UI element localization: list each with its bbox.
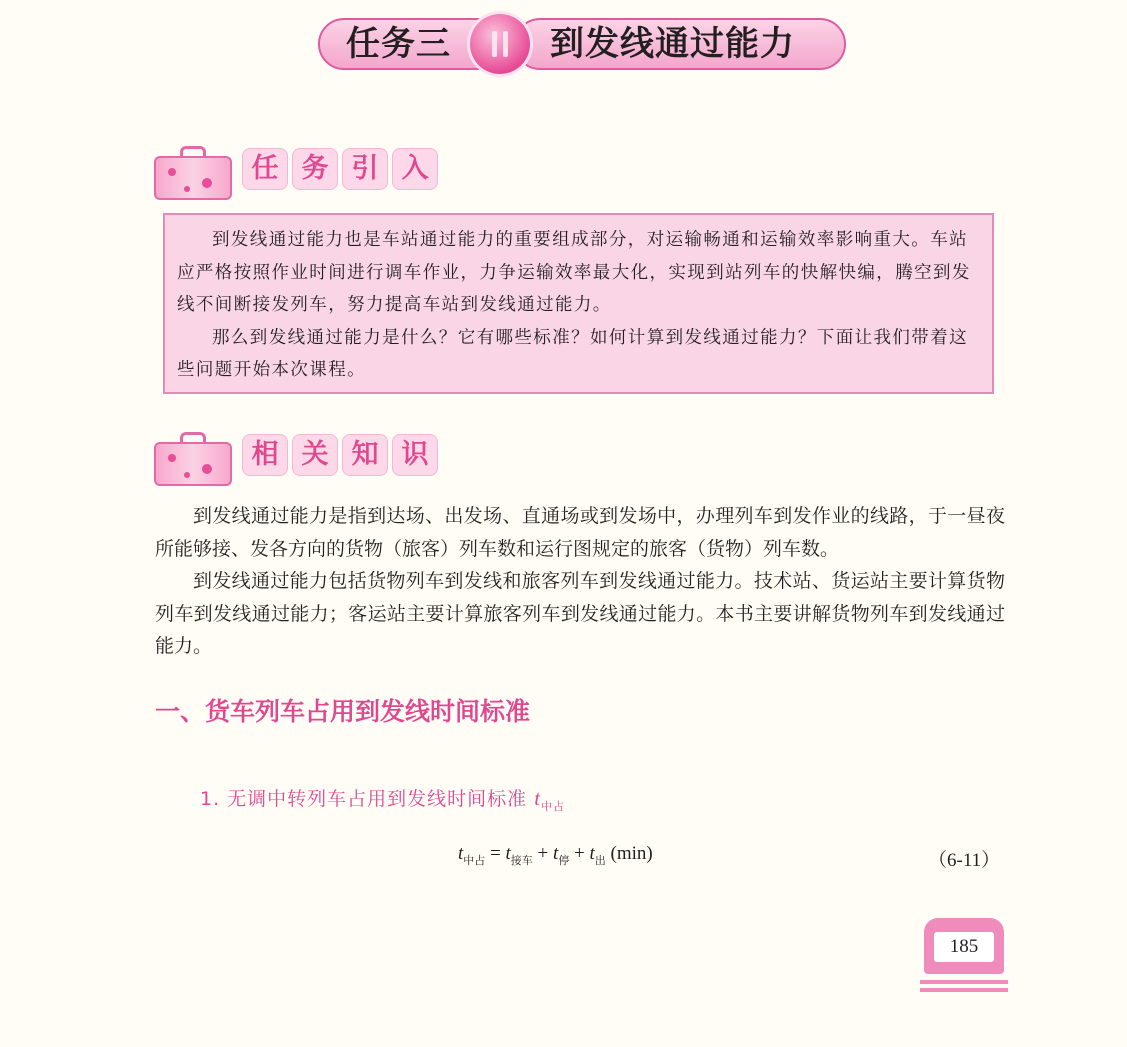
- intro-text-box: [163, 213, 994, 394]
- knowledge-body: [155, 500, 1005, 663]
- suitcase-icon: [154, 432, 232, 486]
- chapter-banner: [318, 14, 846, 74]
- task-title: 到发线通过能力: [550, 24, 795, 64]
- task-label: 任务三: [346, 24, 451, 64]
- equation-number: （6-11）: [928, 850, 1001, 871]
- body-paragraph: 到发线通过能力包括货物列车到发线和旅客列车到发线通过能力。技术站、货运站主要计算货物列车到发线通过能力；客运站主要计算旅客列车到发线通过能力。本书主要讲解货物列车到发线通过能力。: [155, 570, 1005, 657]
- section-title-knowledge: 相 关 知 识: [242, 434, 438, 476]
- heading-level-1: 一、货车列车占用到发线时间标准: [155, 697, 531, 726]
- page-number: 185: [934, 932, 994, 962]
- body-paragraph: 到发线通过能力是指到达场、出发场、直通场或到发场中，办理列车到发作业的线路，于一昼夜所能够接、发各方向的货物（旅客）列车数和运行图规定的旅客（货物）列车数。: [155, 505, 1005, 560]
- formula-6-11: $t_{中占} = t_{接车} + t_停 + t_出$ (min): [458, 843, 653, 867]
- heading-level-2: 1. 无调中转列车占用到发线时间标准 $t_{中占}$: [200, 786, 566, 813]
- suitcase-icon: [154, 146, 232, 200]
- intro-paragraph: 到发线通过能力也是车站通过能力的重要组成部分，对运输畅通和运输效率影响重大。车站应严格按照作业时间进行调车作业，力争运输效率最大化，实现到站列车的快解快编，腾空到发线不间断接发列车，努力提高车站到发线通过能力。: [177, 230, 971, 315]
- banner-badge-icon: [470, 14, 530, 74]
- page-number-badge: [920, 918, 1008, 992]
- intro-paragraph: 那么到发线通过能力是什么？它有哪些标准？如何计算到发线通过能力？下面让我们带着这些问题开始本次课程。: [177, 327, 968, 380]
- section-title-intro: 任 务 引 入: [242, 148, 438, 190]
